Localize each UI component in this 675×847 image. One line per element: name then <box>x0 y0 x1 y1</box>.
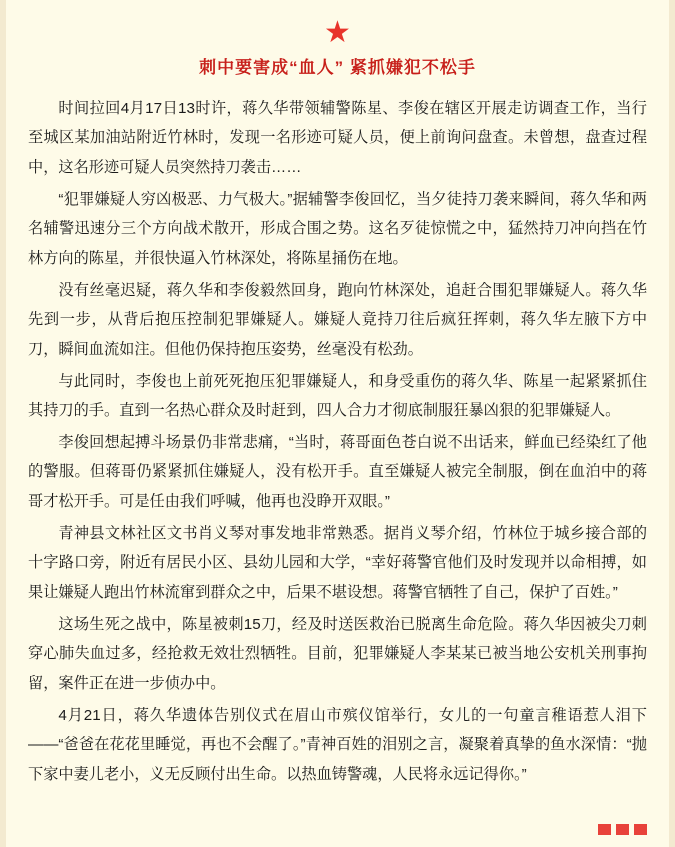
article-paragraph: 时间拉回4月17日13时许，蒋久华带领辅警陈星、李俊在辖区开展走访调查工作，当行至城区某加油站附近竹林时，发现一名形迹可疑人员，便上前询问盘查。未曾想，盘查过程中，这名形迹可疑人员突然持刀袭击…… <box>28 99 647 177</box>
article-paragraph: 4月21日，蒋久华遗体告别仪式在眉山市殡仪馆举行，女儿的一句童言稚语惹人泪下——“爸爸在花花里睡觉，再也不会醒了。”青神百姓的泪别之言，凝聚着真挚的鱼水深情：“抛下家中妻儿老小，义无反顾付出生命。以热血铸警魂，人民将永远记得你。” <box>28 706 647 783</box>
page-content <box>6 0 669 847</box>
article-paragraph: 这场生死之战中，陈星被刺15刀，经及时送医救治已脱离生命危险。蒋久华因被尖刀刺穿心肺失血过多，经抢救无效壮烈牺牲。目前，犯罪嫌疑人李某某已被当地公安机关刑事拘留，案件正在进一步侦办中。 <box>28 615 647 692</box>
star-emblem-container <box>28 18 647 48</box>
footer-square-icon <box>634 824 647 835</box>
article-paragraph: 李俊回想起搏斗场景仍非常悲痛，“当时，蒋哥面色苍白说不出话来，鲜血已经染红了他的警服。但蒋哥仍紧紧抓住嫌疑人，没有松开手。直至嫌疑人被完全制服，倒在血泊中的蒋哥才松开手。可是任由我们呼喊，他再也没睁开双眼。” <box>28 433 647 511</box>
page-title: 刺中要害成“血人” 紧抓嫌犯不松手 <box>199 58 476 77</box>
article-paragraph: 没有丝毫迟疑，蒋久华和李俊毅然回身，跑向竹林深处，追赶合围犯罪嫌疑人。蒋久华先到一步，从背后抱压控制犯罪嫌疑人。嫌疑人竟持刀往后疯狂挥刺，蒋久华左腋下方中刀，瞬间血流如注。但他仍保持抱压姿势，丝毫没有松劲。 <box>28 281 647 358</box>
article-paragraph: “犯罪嫌疑人穷凶极恶、力气极大。”据辅警李俊回忆，当夕徒持刀袭来瞬间，蒋久华和两名辅警迅速分三个方向战术散开，形成合围之势。这名歹徒惊慌之中，猛然持刀冲向挡在竹林方向的陈星，并很快逼入竹林深处，将陈星捅伤在地。 <box>28 190 647 267</box>
article-paragraph: 与此同时，李俊也上前死死抱压犯罪嫌疑人，和身受重伤的蒋久华、陈星一起紧紧抓住其持刀的手。直到一名热心群众及时赶到，四人合力才彻底制服狂暴凶狠的犯罪嫌疑人。 <box>28 372 647 420</box>
article-paragraph: 青神县文林社区文书肖义琴对事发地非常熟悉。据肖义琴介绍，竹林位于城乡接合部的十字路口旁，附近有居民小区、县幼儿园和大学，“幸好蒋警官他们及时发现并以命相搏，如果让嫌疑人跑出竹林流窜到群众之中，后果不堪设想。蒋警官牺牲了自己，保护了百姓。” <box>28 524 647 602</box>
red-star-icon: ★ <box>324 16 351 49</box>
footer-square-icon <box>598 824 611 835</box>
article-body <box>28 94 647 790</box>
footer-square-icon <box>616 824 629 835</box>
footer-decoration <box>598 824 647 835</box>
